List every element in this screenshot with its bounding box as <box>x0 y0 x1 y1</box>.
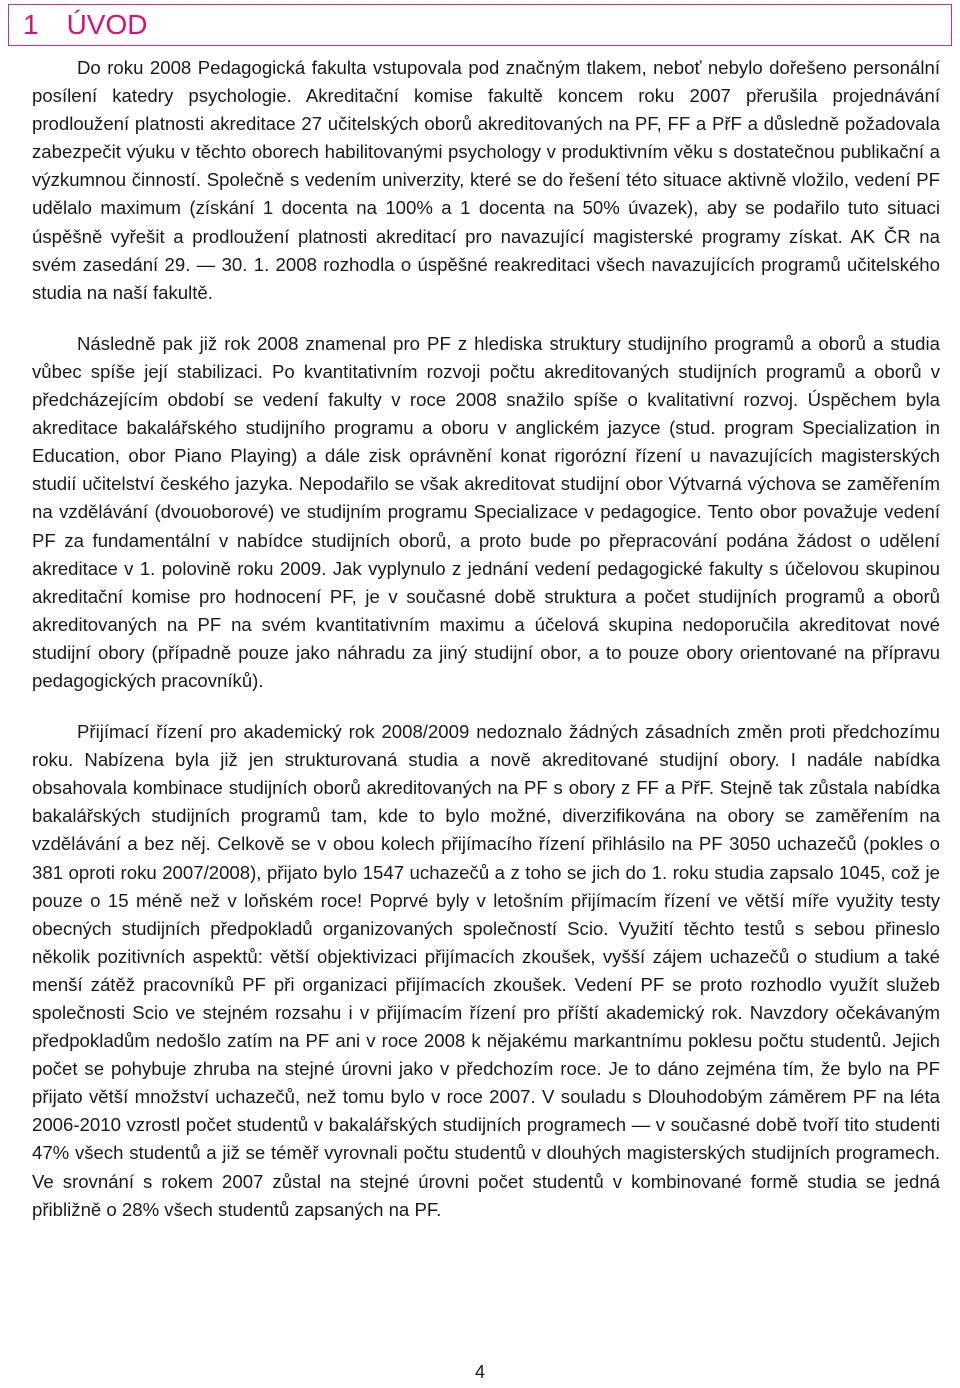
paragraph-admissions: Přijímací řízení pro akademický rok 2008/2009 nedoznalo žádných zásadních změn proti předchozímu roku. Nabízena byla již jen strukturovaná studia a nově akreditované studijní obory. I nadále nabídka obsahovala kombinace studijních oborů akreditovaných na PF s obory z FF a PřF. Stejně tak zůstala nabídka bakalářských studijních programů tam, kde to bylo možné, diverzifikována na obory se zaměřením na vzdělávání a bez něj. Celkově se v obou kolech přijímacího řízení přihlásilo na PF 3050 uchazečů (pokles o 381 oproti roku 2007/2008), přijato bylo 1547 uchazečů a z toho se jich do 1. roku studia zapsalo 1045, což je pouze o 15 méně než v loňském roce! Poprvé byly v letošním přijímacím řízení ve větší míře využity testy obecných studijních předpokladů organizovaných společností Scio. Využití těchto testů s sebou přineslo několik pozitivních aspektů: větší objektivizaci přijímacích zkoušek, vyšší zájem uchazečů o studium a také menší zátěž pracovníků PF při organizaci přijímacích zkoušek. Vedení PF se proto rozhodlo využít služeb společnosti Scio ve stejném rozsahu i v přijímacím řízení pro příští akademický rok. Navzdory očekávaným předpokladům nedošlo zatím na PF ani v roce 2008 k nějakému markantnímu poklesu počtu studentů. Jejich počet se pohybuje zhruba na stejné úrovni jako v předchozím roce. Je to dáno zejména tím, že bylo na PF přijato větší množství uchazečů, než tomu bylo v roce 2007. V souladu s Dlouhodobým záměrem PF na léta 2006-2010 vzrostl počet studentů v bakalářských studijních programech — v současné době tvoří tito studenti 47% všech studentů a již se téměř vyrovnali počtu studentů v dlouhých magisterských studijních programech. Ve srovnání s rokem 2007 zůstal na stejné úrovni počet studentů v kombinované formě studia se jedná přibližně o 28% všech studentů zapsaných na PF. <box>32 721 940 1220</box>
chapter-heading-box <box>8 4 952 46</box>
paragraph-study-structure: Následně pak již rok 2008 znamenal pro PF z hlediska struktury studijního programů a oborů a studia vůbec spíše její stabilizaci. Po kvantitativním rozvoji počtu akreditovaných studijních programů a oborů v předcházejícím období se vedení fakulty v roce 2008 snažilo spíše o kvalitativní rozvoj. Úspěchem byla akreditace bakalářského studijního programu a oboru v anglickém jazyce (stud. program Specialization in Education, obor Piano Playing) a dále zisk oprávnění konat rigorózní řízení u navazujících magisterských studií učitelství českého jazyka. Nepodařilo se však akreditovat studijní obor Výtvarná výchova se zaměřením na vzdělávání (dvouoborové) ve studijním programu Specializace v pedagogice. Tento obor považuje vedení PF za fundamentální v nabídce studijních oborů, a proto bude po přepracování podána žádost o udělení akreditace v 1. polovině roku 2009. Jak vyplynulo z jednání vedení pedagogické fakulty s účelovou skupinou akreditační komise pro hodnocení PF, je v současné době struktura a počet studijních programů a oborů akreditovaných na PF na svém kvantitativním maximu a účelová skupina nedoporučila akreditovat nové studijní obory (případně pouze jako náhradu za jiný studijní obor, a to pouze obory orientované na přípravu pedagogických pracovníků). <box>32 332 940 691</box>
body-text <box>32 54 940 1247</box>
page-number: 4 <box>474 1362 485 1382</box>
chapter-title: ÚVOD <box>66 9 148 40</box>
chapter-number: 1 <box>23 9 39 40</box>
paragraph-accreditation: Do roku 2008 Pedagogická fakulta vstupovala pod značným tlakem, neboť nebylo dořešeno personální posílení katedry psychologie. Akreditační komise fakultě koncem roku 2007 přerušila projednávání prodloužení platnosti akreditace 27 učitelských oborů akreditovaných na PF, FF a PřF a důsledně požadovala zabezpečit výuku v těchto oborech habilitovanými psychology v produktivním věku s dostatečnou publikační a výzkumnou činností. Společně s vedením univerzity, které se do řešení této situace aktivně vložilo, vedení PF udělalo maximum (získání 1 docenta na 100% a 1 docenta na 50% úvazek), aby se podařilo tuto situaci úspěšně vyřešit a prodloužení platnosti akreditací pro navazující magisterské programy získat. AK ČR na svém zasedání 29. — 30. 1. 2008 rozhodla o úspěšné reakreditaci všech navazujících programů učitelského studia na naší fakultě. <box>32 57 940 303</box>
